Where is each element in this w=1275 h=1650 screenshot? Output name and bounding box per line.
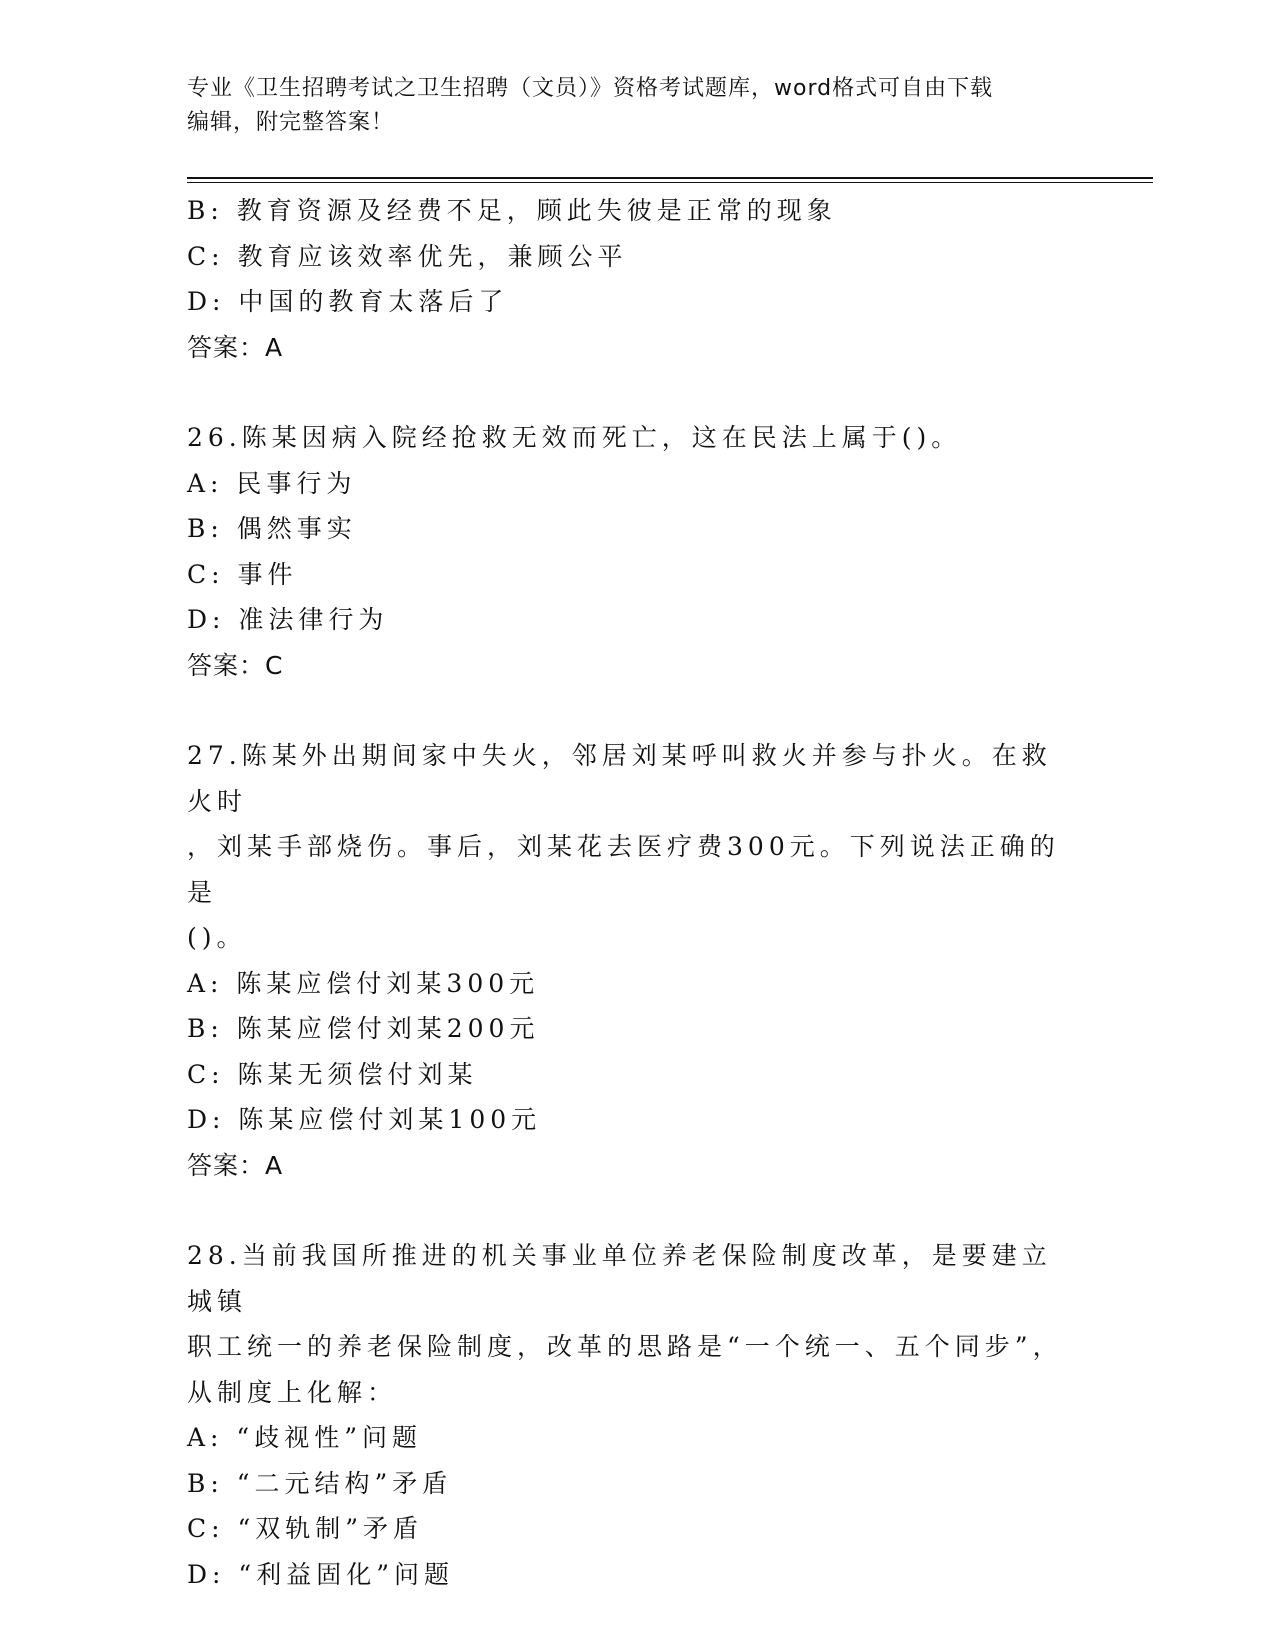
question-stem-line-2: 职工统一的养老保险制度，改革的思路是“一个统一、五个同步”， bbox=[187, 1332, 1063, 1361]
option-b: B: 陈某应偿付刘某200元 bbox=[187, 1014, 540, 1043]
answer-line: 答案：A bbox=[187, 1150, 284, 1180]
question-stem-line-3: 从制度上化解： bbox=[187, 1377, 398, 1407]
question-stem-line-1: 27.陈某外出期间家中失火，邻居刘某呼叫救火并参与扑火。在救火时 bbox=[187, 741, 1052, 816]
question-stem-line-3: ()。 bbox=[187, 923, 247, 952]
option-a: A: 民事行为 bbox=[187, 468, 357, 498]
option-d: D: 中国的教育太落后了 bbox=[187, 287, 509, 316]
option-d: D: “利益固化”问题 bbox=[187, 1559, 454, 1589]
option-d: D: 准法律行为 bbox=[187, 605, 389, 634]
option-c: C: 事件 bbox=[187, 559, 298, 589]
question-26 bbox=[187, 415, 1077, 688]
option-c: C: 陈某无须偿付刘某 bbox=[187, 1059, 478, 1089]
document-header bbox=[187, 72, 1067, 140]
option-a: A: “歧视性”问题 bbox=[187, 1423, 422, 1452]
question-stem-line-1: 28.当前我国所推进的机关事业单位养老保险制度改革，是要建立城镇 bbox=[187, 1241, 1052, 1316]
header-rule-thin bbox=[187, 182, 1153, 183]
option-b: B: 教育资源及经费不足，顾此失彼是正常的现象 bbox=[187, 196, 837, 225]
header-line-2: 编辑，附完整答案！ bbox=[187, 110, 395, 135]
option-b: B: “二元结构”矛盾 bbox=[187, 1468, 453, 1498]
option-b: B: 偶然事实 bbox=[187, 514, 357, 543]
question-list bbox=[187, 188, 1077, 1597]
question-stem-line-2: ，刘某手部烧伤。事后，刘某花去医疗费300元。下列说法正确的是 bbox=[187, 832, 1060, 907]
header-line-1: 专业《卫生招聘考试之卫生招聘（文员）》资格考试题库，word格式可自由下载 bbox=[187, 76, 994, 101]
question-stem: 26.陈某因病入院经抢救无效而死亡，这在民法上属于()。 bbox=[187, 423, 962, 452]
question-25 bbox=[187, 188, 1077, 370]
option-a: A: 陈某应偿付刘某300元 bbox=[187, 968, 540, 998]
question-27 bbox=[187, 733, 1077, 1188]
option-c: C: “双轨制”矛盾 bbox=[187, 1514, 424, 1543]
question-28 bbox=[187, 1233, 1077, 1597]
answer-line: 答案：A bbox=[187, 332, 284, 362]
header-rule-thick bbox=[187, 177, 1153, 179]
option-d: D: 陈某应偿付刘某100元 bbox=[187, 1105, 542, 1134]
answer-line: 答案：C bbox=[187, 650, 284, 680]
option-c: C: 教育应该效率优先，兼顾公平 bbox=[187, 241, 628, 271]
